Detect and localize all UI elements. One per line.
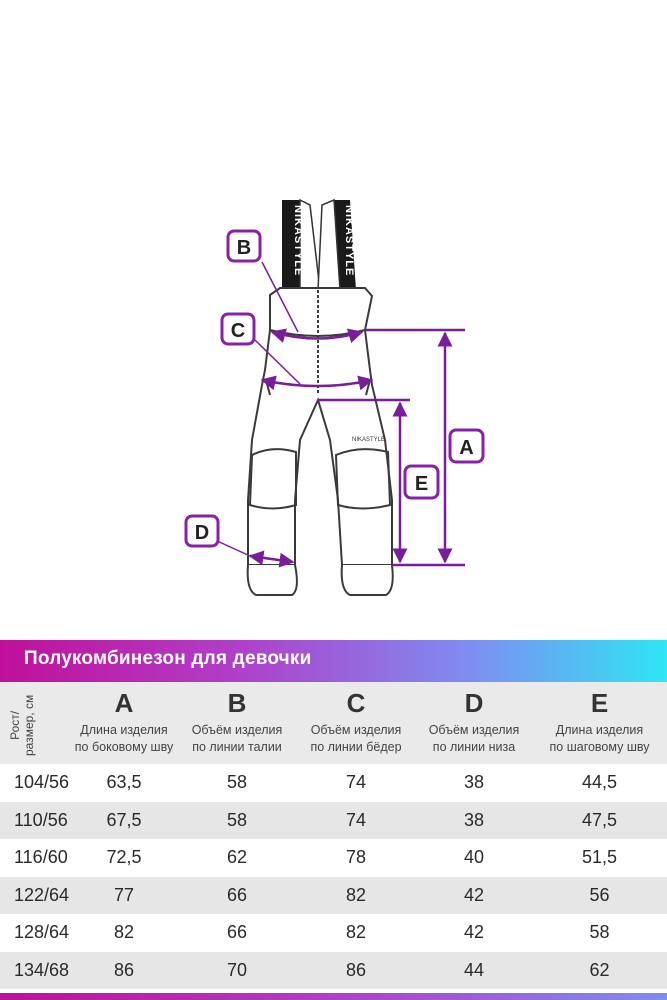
value-cell: 78 [345,847,367,868]
size-cell: 134/68 [0,952,70,990]
header-letter: E [590,688,609,718]
header-col-e [532,682,667,764]
value-cell: 58 [589,922,610,943]
callout-a [450,430,483,462]
value-cell: 58 [178,802,296,840]
value-cell: 58 [226,772,248,793]
callout-e-text: E [414,473,429,495]
table-row [0,952,667,990]
table-header-row [0,682,667,764]
value-cell: 63,5 [106,772,142,793]
header-col-c [296,682,416,764]
suspender-straps [282,200,356,290]
value-cell: 44,5 [581,772,618,793]
size-cell: 128/64 [14,922,70,943]
value-cell: 42 [463,922,485,943]
corner-label-line-2: размер, см [22,694,36,756]
header-col-a [70,682,178,764]
value-cell: 51,5 [581,847,618,868]
corner-label [8,695,36,756]
header-desc-line: Объём изделия [310,723,402,737]
value-cell: 70 [178,952,296,990]
table-row [0,877,667,915]
value-cell: 82 [296,877,416,915]
value-cell: 66 [178,877,296,915]
value-cell: 77 [70,877,178,915]
header-col-d [416,682,532,764]
size-cell: 116/60 [14,847,68,868]
callout-c [222,314,254,344]
title-banner [0,640,667,682]
header-letter: D [464,688,484,718]
callout-b [228,231,260,261]
bottom-accent-bar [0,993,667,1000]
value-cell: 74 [345,772,367,793]
size-cell: 104/56 [14,772,70,793]
corner-label-line-1: Рост/ [8,710,22,740]
callout-b-text: B [236,237,252,259]
callout-d [186,516,218,546]
header-desc-line: Объём изделия [191,723,283,737]
product-title: Полукомбинезон для девочки [24,648,312,669]
header-corner [0,682,70,764]
header-desc-line: по линии талии [192,740,282,754]
strap-text-right: NIKASTYLE [343,205,355,277]
table-row [0,802,667,840]
callout-a-text: A [459,437,474,459]
value-cell: 74 [296,802,416,840]
header-letter: C [346,688,366,718]
header-desc-line: по линии низа [432,740,516,754]
header-desc-line: по шаговому шву [549,740,650,754]
header-letter: A [114,688,134,718]
value-cell: 62 [226,847,248,868]
value-cell: 86 [296,952,416,990]
value-cell: 82 [113,922,135,943]
value-cell: 82 [345,922,367,943]
header-desc-line: Длина изделия [555,723,644,737]
strap-text-left: NIKASTYLE [292,205,304,277]
value-cell: 67,5 [70,802,178,840]
value-cell: 40 [463,847,485,868]
header-letter: B [227,688,247,718]
callout-d-text: D [194,522,210,544]
value-cell: 62 [532,952,667,990]
value-cell: 42 [416,877,532,915]
value-cell: 66 [226,922,248,943]
header-desc-line: Длина изделия [80,723,168,737]
table-row [0,764,667,802]
header-col-b [178,682,296,764]
leg-logo: NIKASTYLE [352,437,386,443]
value-cell: 72,5 [106,847,142,868]
table-row [0,914,667,952]
size-cell: 110/56 [0,802,70,840]
callout-c-text: C [230,320,246,342]
header-desc-line: по боковому шву [74,740,174,754]
value-cell: 38 [463,772,485,793]
value-cell: 56 [532,877,667,915]
value-cell: 44 [416,952,532,990]
header-desc-line: Объём изделия [428,723,520,737]
size-table [0,682,667,989]
value-cell: 86 [70,952,178,990]
value-cell: 47,5 [532,802,667,840]
value-cell: 38 [416,802,532,840]
header-desc-line: по линии бёдер [310,740,402,754]
table-row [0,839,667,877]
size-cell: 122/64 [0,877,70,915]
callout-e [405,466,438,498]
